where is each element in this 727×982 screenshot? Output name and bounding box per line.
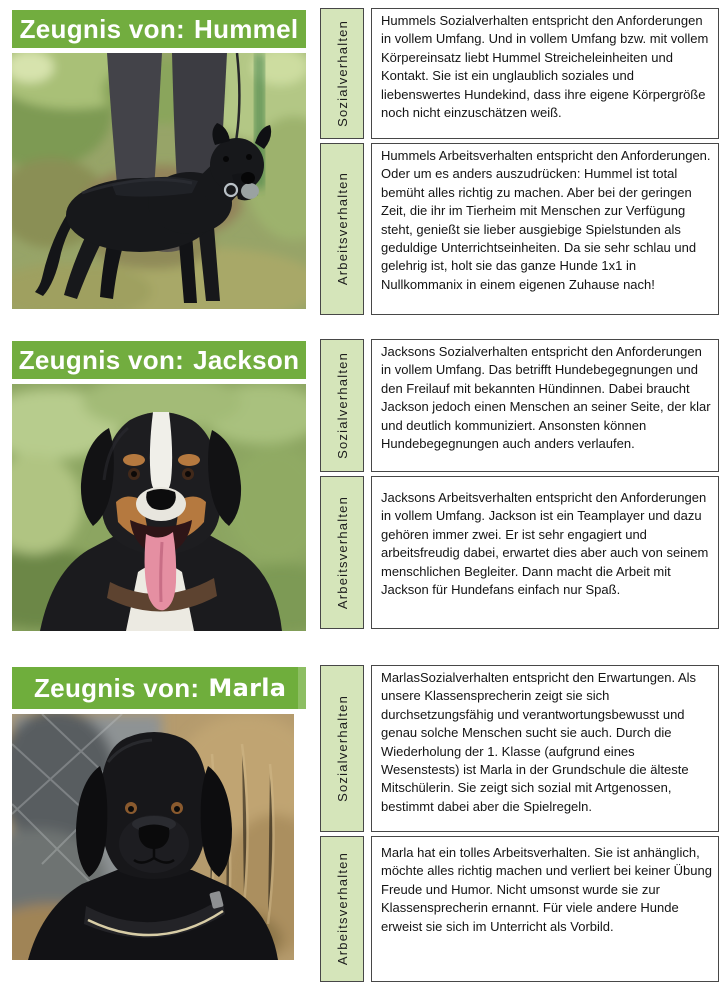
marla-sozialverhalten-row [320,665,719,832]
hummel-header-text [20,14,299,45]
jackson-header-bar [12,341,306,379]
jackson-photo [12,384,308,631]
dog-section-jackson [10,339,719,631]
sozialverhalten-label-text: Sozialverhalten [334,695,350,802]
jackson-arbeitsverhalten-text: Jacksons Arbeitsverhalten entspricht den Anforderungen in vollem Umfang. Jackson ist ein Teamplayer und dazu gehören immer zwei. Er ist sehr engagiert und arbeitsfreudig dabei, erwartet dies aber auch von seinem menschlichen Begleiter. Dann macht die Arbeit mit Jackson für Hundefans einfach nur Spaß. [371,476,719,629]
arbeitsverhalten-label-text: Arbeitsverhalten [334,495,350,610]
dog-name: Marla [208,674,287,702]
jackson-sozialverhalten-row [320,339,719,472]
marla-sozialverhalten-text: MarlasSozialverhalten entspricht den Erwartungen. Als unsere Klassensprecherin zeigt sie sich durchsetzungsfähig und verantwortungsbewusst und genau solche Menschen sucht sie auch. Durch die Wiederholung der 1. Klasse (aufgrund eines Wesenstests) ist Marla in der Grundschule die älteste Mitschülerin. Sie zeigt sich sozial mit Artgenossen, bestimmt dabei aber die Spielregeln. [371,665,719,832]
header-prefix: Zeugnis von: [18,344,185,375]
header-prefix: Zeugnis von: [19,13,185,44]
hummel-arbeitsverhalten-text: Hummels Arbeitsverhalten entspricht den Anforderungen. Oder um es anders auszudrücken: Hummel ist total bemüht alles richtig zu machen. Aber bei der geringen Zeit, die ihr im Tierheim mit Menschen zur Verfügung steht, genießt sie lieber ausgiebige Spielstunden als geduldige Unterrichtseinheiten. Da sie sehr schlau und gelehrig ist, holt sie das ganze Hunde 1x1 in Nullkommanix in einem eigenen Zuhause nach! [371,143,719,315]
marla-left-column [10,665,308,982]
hummel-left-column [10,8,308,315]
sozialverhalten-label-text: Sozialverhalten [334,20,350,127]
hummel-sozialverhalten-text: Hummels Sozialverhalten entspricht den Anforderungen in vollem Umfang. Und in vollem Umfang bzw. mit vollem Körpereinsatz liebt Hummel Streicheleinheiten und Kontakt. Sie ist ein unglaublich soziales und liebenswertes Hundekind, dass ihre eigene Körpergröße noch nicht einzuschätzen weiß. [371,8,719,139]
label-arbeitsverhalten [320,476,364,629]
dog-name: Hummel [194,13,299,44]
jackson-header-text [19,345,300,376]
marla-photo [12,714,308,960]
header-prefix: Zeugnis von: [34,672,200,703]
sozialverhalten-label-text: Sozialverhalten [334,352,350,459]
dog-section-hummel [10,8,719,315]
hummel-arbeitsverhalten-row [320,143,719,315]
marla-header-bar [12,667,306,709]
marla-arbeitsverhalten-row [320,836,719,982]
hummel-table [320,8,719,315]
hummel-sozialverhalten-row [320,8,719,139]
arbeitsverhalten-label-text: Arbeitsverhalten [334,852,350,966]
dog-section-marla [10,665,719,982]
arbeitsverhalten-label-text: Arbeitsverhalten [334,172,350,286]
hummel-photo [12,53,308,309]
label-arbeitsverhalten [320,836,364,982]
jackson-arbeitsverhalten-row [320,476,719,629]
label-sozialverhalten [320,8,364,139]
jackson-sozialverhalten-text: Jacksons Sozialverhalten entspricht den Anforderungen in vollem Umfang. Das betrifft Hundebegegnungen und den Freilauf mit bekannten Hündinnen. Dabei braucht Jackson jedoch einen Menschen an seiner Seite, der klar und deutlich kommuniziert. Ansonsten können Hundebegegnungen auch anders verlaufen. [371,339,719,472]
marla-arbeitsverhalten-text: Marla hat ein tolles Arbeitsverhalten. Sie ist anhänglich, möchte alles richtig machen und verliert bei keiner Übung Freude und Humor. Nicht umsonst wurde sie zur Klassensprecherin ernannt. Für viele andere Hunde erweist sie sich im Unterricht als Vorbild. [371,836,719,982]
label-arbeitsverhalten [320,143,364,315]
marla-header-text [12,667,298,709]
jackson-left-column [10,339,308,631]
label-sozialverhalten [320,339,364,472]
marla-table [320,665,719,982]
dog-name: Jackson [193,344,300,375]
label-sozialverhalten [320,665,364,832]
hummel-header-bar [12,10,306,48]
jackson-table [320,339,719,631]
